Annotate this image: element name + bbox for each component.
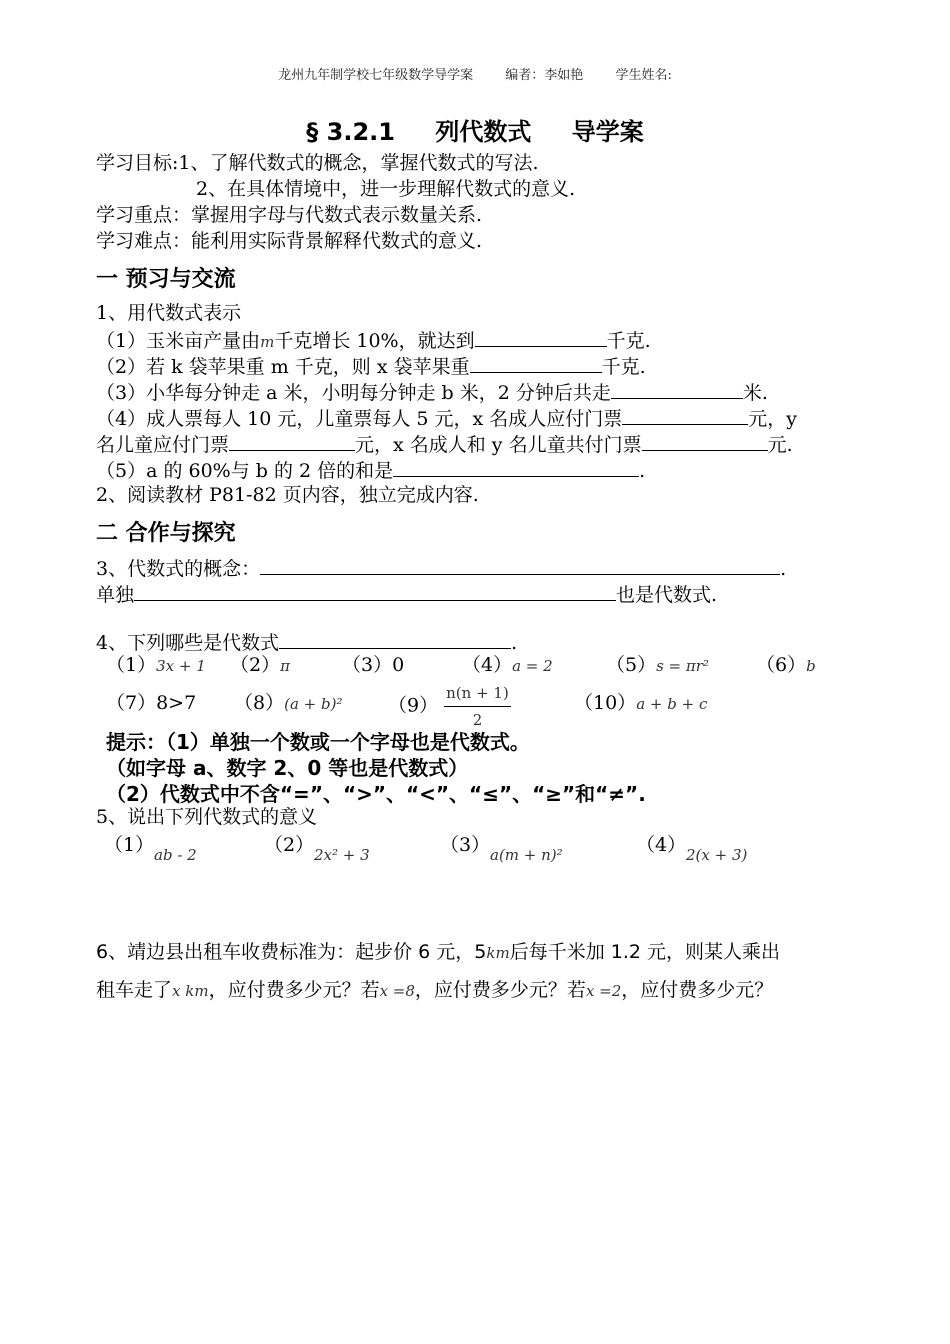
q2: 2、阅读教材 P81-82 页内容，独立完成内容. [96,484,479,506]
title-name: 列代数式 [435,118,532,146]
difficulty: 学习难点：能利用实际背景解释代数式的意义. [96,230,483,252]
km-unit: km [486,944,510,962]
q5-expr-2: 2x² + 3 [314,846,370,864]
q4-item-5: （5）s = πr² [606,654,709,676]
q5-expr-1: ab - 2 [154,846,197,864]
math-m: m [260,333,275,351]
blank-1-4c[interactable] [642,430,768,451]
q5-item-4: （4） [636,834,687,856]
q4-item-9: （9） $\frac{n(n + 1)}{2}$ [388,680,511,733]
q4-item-1: （1）3x + 1 [106,654,206,676]
title-section: § 3.2.1 [306,118,395,146]
objective-2: 2、在具体情境中，进一步理解代数式的意义. [196,178,576,200]
blank-1-4b[interactable] [229,430,355,451]
q4-item-10: （10）a + b + c [574,692,708,714]
q4-item-8: （8）(a + b)² [234,692,343,714]
title-type: 导学案 [571,118,644,146]
q5-item-3: （3） [440,834,491,856]
q1-2: （2）若 k 袋苹果重 m 千克，则 x 袋苹果重 千克. [96,352,646,380]
q5-item-1: （1） [104,834,155,856]
blank-1-3[interactable] [611,378,743,399]
q1-3: （3）小华每分钟走 a 米，小明每分钟走 b 米，2 分钟后共走 米. [96,378,768,406]
header-student: 学生姓名: [615,68,672,83]
q4-item-6: （6）b [756,654,816,676]
q5-expr-3: a(m + n)² [490,846,563,864]
blank-1-5[interactable] [393,456,639,477]
blank-1-4a[interactable] [622,404,748,425]
hint-1: 提示：（1）单独一个数或一个字母也是代数式。 [106,730,530,754]
blank-3a[interactable] [260,554,780,575]
objective-1: 学习目标:1、了解代数式的概念，掌握代数式的写法. [96,152,539,174]
q5-item-2: （2） [264,834,315,856]
q4: 4、下列哪些是代数式 . [96,628,517,656]
section1-heading: 一 预习与交流 [96,267,236,292]
q4-item-7: （7）8>7 [106,692,197,714]
q6-line2: 租车走了x km，应付费多少元？若x =8，应付费多少元？若x =2，应付费多少元？ [96,979,774,1001]
q6-line1: 6、靖边县出租车收费标准为：起步价 6 元，5km后每千米加 1.2 元，则某人乘出 [96,941,780,963]
blank-1-2[interactable] [470,352,602,373]
hint-3: （2）代数式中不含“=”、“>”、“<”、“≤”、“≥”和“≠”. [106,782,646,806]
q4-item-3: （3）0 [342,654,405,676]
q1-4-cont: 名儿童应付门票 元，x 名成人和 y 名儿童共付门票 元. [96,430,793,458]
key-point: 学习重点：掌握用字母与代数式表示数量关系. [96,204,483,226]
blank-1-1[interactable] [475,326,607,347]
section2-heading: 二 合作与探究 [96,521,236,546]
hint-2: （如字母 a、数字 2、0 等也是代数式） [106,756,469,780]
q1-4: （4）成人票每人 10 元，儿童票每人 5 元，x 名成人应付门票 元，y [96,404,797,432]
blank-3b[interactable] [134,580,616,601]
q3-cont: 单独 也是代数式. [96,580,717,608]
blank-4[interactable] [279,628,511,649]
header-school: 龙州九年制学校七年级数学导学案 [278,68,474,83]
q1-1: （1）玉米亩产量由m千克增长 10%，就达到 千克. [96,326,651,355]
q5-expr-4: 2(x + 3) [686,846,748,864]
header-editor: 编者：李如艳 [505,68,584,83]
fraction: $\frac{n(n + 1)}{2}$ [444,680,511,733]
q4-item-4: （4）a = 2 [462,654,553,676]
q5: 5、说出下列代数式的意义 [96,806,318,828]
page-header [0,64,950,83]
q1-title: 1、用代数式表示 [96,302,242,324]
q1-5: （5）a 的 60%与 b 的 2 倍的和是 . [96,456,645,484]
q4-item-2: （2）π [230,654,290,676]
q3: 3、代数式的概念： . [96,554,786,582]
page-title [0,112,950,147]
